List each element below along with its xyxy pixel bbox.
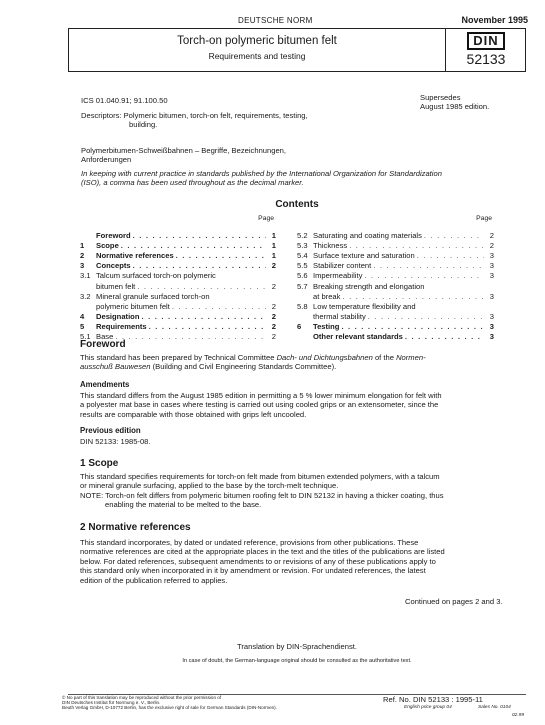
scope-line-2: or mineral granule surfacing, applied to the base by the torch-melt technique. [80,481,339,491]
note-line-1: In keeping with current practice in standards published by the International Organization for Standardization [81,169,442,178]
toc-entry-label: Scope [96,241,119,251]
normative-line-5: edition of the publication referred to applies. [80,575,228,585]
toc-leader-dots [121,241,266,251]
german-title-line-2: Anforderungen [81,155,132,165]
document-subtitle: Requirements and testing [208,51,306,61]
toc-entry-right-0 [297,231,494,241]
amendments-line-1: This standard differs from the August 1985 edition in permitting a 5 % lower minimum elongation for felt with [80,391,442,400]
toc-entry-label: Thickness [313,241,348,251]
title-box [68,28,526,72]
copyright-line-2: DIN Deutsches Institut für Normung e. V., Berlin. [62,700,161,706]
scope-text [80,472,525,510]
publication-date: November 1995 [461,15,528,25]
toc-entry-number: 5.6 [297,271,308,281]
normative-line-2: normative references are cited at the appropriate places in the text and the titles of the publications are listed [80,547,445,557]
contents-heading: Contents [275,199,319,210]
toc-entry-left-3 [80,261,276,271]
toc-entry-right-6-cont [297,312,494,322]
toc-leader-dots [141,312,266,322]
sales-number: Sales No. 0104 [478,705,511,710]
toc-entry-number: 4 [80,311,85,321]
footer-code: 02.99 [512,713,525,718]
supersedes-line-1: Supersedes [420,93,461,102]
toc-entry-number: 5.4 [297,251,308,261]
toc-left-column [80,215,276,342]
toc-entry-page: 3 [489,311,494,321]
standard-body: DEUTSCHE NORM [238,16,313,25]
toc-entry-right-5-cont [297,292,494,302]
toc-entry-left-4-cont [80,281,276,291]
toc-entry-page: 2 [271,281,276,291]
toc-entry-page: 1 [271,231,276,241]
toc-entry-page: 2 [489,241,494,251]
toc-entry-number: 5.3 [297,241,308,251]
toc-entry-number: 5.8 [297,301,308,311]
toc-entry-number: 5.2 [297,231,308,241]
toc-entry-number: 3.1 [80,271,91,281]
toc-leader-dots [424,231,484,241]
toc-leader-dots [137,282,266,292]
top-header-line [68,14,528,28]
toc-entry-label: Testing [313,321,340,331]
toc-entry-right-7 [297,322,494,332]
copyright-line-1: © No part of this translation may be reproduced without the prior permission of [62,695,222,700]
toc-entry-number: 3 [80,261,85,271]
normative-line-1: This standard incorporates, by dated or undated reference, provisions from other publications. These [80,538,419,547]
toc-entry-left-7 [80,322,276,332]
toc-entry-page: 3 [489,261,494,271]
toc-leader-dots [342,292,484,302]
toc-entry-number: 2 [80,251,85,261]
toc-entry-left-5-cont [80,302,276,312]
reference-number: Ref. No. DIN 52133 : 1995-11 [383,695,483,704]
toc-entry-left-0 [80,231,276,241]
toc-entry-number: 5.5 [297,261,308,271]
toc-entry-label: Normative references [96,251,174,261]
toc-entry-label: Concepts [96,261,131,271]
amendments-heading: Amendments [80,380,130,389]
toc-leader-dots [341,322,484,332]
toc-entry-number: 5.7 [297,281,308,291]
toc-entry-label: Surface texture and saturation [313,251,415,261]
toc-leader-dots [349,241,484,251]
toc-right-column [297,215,494,342]
scope-note-line-2: enabling the material to be melted to the base. [105,500,262,510]
toc-entry-page: 3 [489,251,494,261]
supersedes-line-2: August 1985 edition. [420,102,490,112]
foreword-text-a: This standard has been prepared by Technical Committee [80,353,277,362]
ics-code: ICS 01.040.91; 91.100.50 [81,96,168,105]
standard-number: 52133 [466,51,506,67]
toc-entry-number: 5 [80,321,85,331]
foreword-text [80,353,520,372]
toc-leader-dots [373,261,484,271]
toc-entry-page: 1 [271,241,276,251]
toc-entry-page: 2 [271,311,276,321]
toc-entry-label: Requirements [96,321,147,331]
toc-entry-page: 2 [489,231,494,241]
toc-entry-right-2 [297,251,494,261]
toc-entry-label: Stabilizer content [313,261,372,271]
german-title [81,146,286,165]
toc-entry-label: Designation [96,311,140,321]
descriptors [81,111,308,130]
toc-entry-left-5 [80,292,276,302]
toc-entry-right-6 [297,302,494,312]
supersedes-block [420,93,489,112]
toc-entry-number: 1 [80,241,85,251]
continued-note: Continued on pages 2 and 3. [405,597,503,606]
toc-entry-number: 3.2 [80,291,91,301]
toc-leader-dots [364,271,484,281]
scope-heading: 1 Scope [80,458,119,469]
scope-line-1: This standard specifies requirements for torch-on felt made from bitumen extended polymers, with a talcum [80,472,440,481]
committee-name: Dach- und Dichtungsbahnen [276,353,373,362]
toc-page-label-left: Page [258,215,274,222]
toc-entry-label-cont: polymeric bitumen felt [96,301,170,311]
toc-entry-right-5 [297,281,494,291]
price-group: English price group 04 [404,705,452,710]
toc-entry-right-8 [297,332,494,342]
toc-entry-label: Impermeability [313,271,363,281]
toc-entry-label-cont: bitumen felt [96,281,136,291]
amendments-line-2: a polyester mat base in cases where testing is carried out using cooled grips or an extensometer, since the [80,400,439,410]
toc-entry-page: 3 [489,271,494,281]
toc-entry-number: 6 [297,321,302,331]
toc-leader-dots [405,332,484,342]
normative-line-4: this standard only when incorporated in it by amendment or revision. For undated references, the latest [80,566,426,576]
descriptors-line-1: Descriptors: Polymeric bitumen, torch-on felt, requirements, testing, [81,111,308,120]
previous-edition-text: DIN 52133: 1985-08. [80,437,151,446]
copyright-line-3: Beuth Verlag GmbH, D-10772 Berlin, has the exclusive right of sale for German Standards (DIN-Normen). [62,705,277,711]
toc-leader-dots [176,251,266,261]
toc-leader-dots [368,312,484,322]
note-line-2: (ISO), a comma has been used throughout as the decimal marker. [81,178,304,188]
toc-entry-right-3 [297,261,494,271]
toc-entry-right-4 [297,271,494,281]
normative-references-heading: 2 Normative references [80,522,191,533]
foreword-line-1 [80,353,520,362]
din-logo: DIN [467,32,504,50]
toc-entry-label: Talcum surfaced torch-on polymeric [96,271,216,281]
normative-references-text [80,538,525,585]
german-title-line-1: Polymerbitumen-Schweißbahnen – Begriffe, Bezeichnungen, [81,146,287,155]
toc-leader-dots [417,251,484,261]
decimal-marker-note [81,169,442,188]
foreword-text-c: of the [372,353,397,362]
toc-entry-page: 2 [271,261,276,271]
toc-page-label-right: Page [476,215,492,222]
toc-entry-label-cont: thermal stability [313,311,366,321]
toc-entry-label-cont: at break [313,291,341,301]
toc-leader-dots [149,322,266,332]
toc-leader-dots [133,231,266,241]
foreword-line-2 [80,362,520,371]
amendments-line-3: results are comparable with those obtained with grips left uncooled. [80,409,307,419]
committee-body-a: Normen- [396,353,426,362]
toc-leader-dots [172,302,266,312]
previous-edition-heading: Previous edition [80,426,141,435]
toc-entry-page: 3 [489,321,494,331]
foreword-text-b: (Building and Civil Engineering Standards Committee). [150,362,337,372]
toc-entry-label: Breaking strength and elongation [313,281,425,291]
authoritative-note: In case of doubt, the German-language original should be consulted as the authoritative text. [182,658,412,664]
toc-entry-left-2 [80,251,276,261]
toc-entry-left-6 [80,312,276,322]
committee-body-b: ausschuß Bauwesen [80,362,151,372]
toc-entry-left-1 [80,241,276,251]
toc-leader-dots [115,332,266,342]
translation-credit: Translation by DIN-Sprachendienst. [236,642,357,651]
toc-entry-label: Saturating and coating materials [313,231,422,241]
normative-line-3: below. For dated references, subsequent amendments to or revisions of any of these publications apply to [80,556,436,566]
toc-entry-label: Mineral granule surfaced torch-on [96,291,210,301]
toc-entry-label: Other relevant standards [313,332,403,342]
amendments-text [80,391,525,419]
din-logo-wrap [446,32,526,50]
toc-entry-right-1 [297,241,494,251]
copyright-block [62,695,312,711]
toc-entry-label: Foreword [96,231,131,241]
toc-entry-label: Base [96,332,114,342]
scope-note-line-1: NOTE: Torch-on felt differs from polymeric bitumen roofing felt to DIN 52132 in having a thicker coating, thus [80,490,444,500]
foreword-heading: Foreword [80,339,126,350]
document-title: Torch-on polymeric bitumen felt [177,35,337,47]
toc-entry-page: 3 [489,332,494,342]
toc-entry-left-4 [80,271,276,281]
toc-entry-page: 3 [489,291,494,301]
toc-entry-label: Low temperature flexibility and [313,301,416,311]
descriptors-line-2: building. [129,120,158,130]
toc-entry-page: 2 [271,321,276,331]
toc-entry-page: 2 [271,301,276,311]
toc-leader-dots [133,261,266,271]
toc-entry-page: 2 [271,332,276,342]
toc-entry-page: 1 [271,251,276,261]
toc-entry-number: 5.1 [80,332,91,342]
